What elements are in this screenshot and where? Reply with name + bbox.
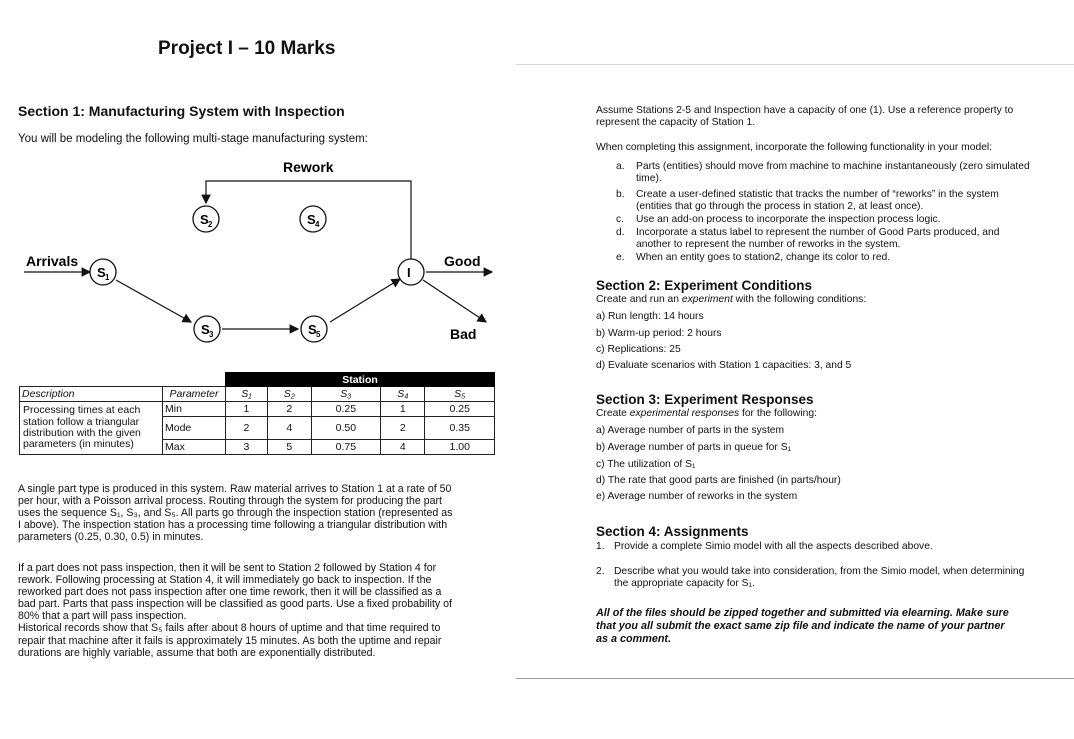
svg-text:4: 4 <box>315 220 320 229</box>
assume-paragraph: Assume Stations 2-5 and Inspection have a capacity of one (1). Use a reference property to represent the capacity of Station 1. <box>596 105 1014 128</box>
list-item: a) Run length: 14 hours <box>596 311 704 322</box>
paragraph-rework: If a part does not pass inspection, then it will be sent to Station 2 followed by Station 4 for rework. Following processing at Station 4, it will immediately go back to inspection. If the reworked part does not pass inspection after one time rework, then it will be classified as a bad part. Parts that pass inspection will be classified as good parts. Use a fixed probability of 80% that a part will pass inspection. Historical records show that S₅ fails after about 8 hours of uptime and that time required to repair that machine after it fails is approximately 15 minutes. As both the uptime and repair durations are highly variable, assume that both are exponentially distributed. <box>18 562 452 659</box>
col-s2: S₂ <box>267 387 311 402</box>
param-mode: Mode <box>163 417 226 440</box>
section1-intro: You will be modeling the following multi-stage manufacturing system: <box>18 133 368 145</box>
section2-heading: Section 2: Experiment Conditions <box>596 278 813 293</box>
list-item: c) Replications: 25 <box>596 344 681 355</box>
description-cell: Processing times at each station follow a triangular distribution with the given parameters (in minutes) <box>20 402 163 455</box>
list-item: d) The rate that good parts are finished (in parts/hour) <box>596 475 841 486</box>
col-s4: S₄ <box>381 387 425 402</box>
s5-to-i-arrow <box>330 279 400 322</box>
node-inspection <box>398 259 424 285</box>
cell: 2 <box>226 417 268 440</box>
param-min: Min <box>163 402 226 417</box>
svg-text:S: S <box>200 212 209 227</box>
svg-text:2: 2 <box>208 220 213 229</box>
section2-intro: Create and run an experiment with the following conditions: <box>596 294 867 305</box>
cell: 0.75 <box>311 440 381 455</box>
section3-intro: Create experimental responses for the following: <box>596 408 817 419</box>
arrivals-label: Arrivals <box>26 253 79 269</box>
col-s3: S₃ <box>311 387 381 402</box>
cell: 4 <box>267 417 311 440</box>
cell: 5 <box>267 440 311 455</box>
cell: 1 <box>226 402 268 417</box>
list-item: b) Warm-up period: 2 hours <box>596 328 722 339</box>
col-parameter: Parameter <box>163 387 226 402</box>
submission-note: All of the files should be zipped together and submitted via elearning. Make sure that you all submit the exact same zip file and indicate the name of your partner as a comment. <box>596 607 1009 645</box>
top-divider <box>516 64 1074 65</box>
cell: 0.50 <box>311 417 381 440</box>
section3-heading: Section 3: Experiment Responses <box>596 392 814 407</box>
paragraph-arrivals: A single part type is produced in this system. Raw material arrives to Station 1 at a rate of 50 per hour, with a Poisson arrival process. Routing through the system for producing the part uses the sequence S₁, S₃, and S₅. All parts go through the inspection station (represented as I above). The inspection station has a processing time following a triangular distribution with parameters (0.25, 0.30, 0.5) in minutes. <box>18 483 453 544</box>
section4-heading: Section 4: Assignments <box>596 524 749 539</box>
cell: 1 <box>381 402 425 417</box>
cell: 4 <box>381 440 425 455</box>
cell: 0.25 <box>425 402 495 417</box>
page-title: Project I – 10 Marks <box>158 38 336 59</box>
list-item: b) Average number of parts in queue for S₁ <box>596 442 792 453</box>
cell: 1.00 <box>425 440 495 455</box>
col-s1: S₁ <box>226 387 268 402</box>
cell: 2 <box>267 402 311 417</box>
svg-text:S: S <box>97 265 106 280</box>
param-max: Max <box>163 440 226 455</box>
manufacturing-flow-diagram <box>0 150 500 350</box>
list-item: d) Evaluate scenarios with Station 1 capacities: 3, and 5 <box>596 360 852 371</box>
svg-text:I: I <box>407 265 411 280</box>
svg-text:1: 1 <box>105 273 110 282</box>
list-item: a) Average number of parts in the system <box>596 425 785 436</box>
list-item: e) Average number of reworks in the system <box>596 491 798 502</box>
node-s1 <box>90 259 116 285</box>
list-item: c) The utilization of S₁ <box>596 459 696 470</box>
section1-heading: Section 1: Manufacturing System with Inspection <box>18 103 345 119</box>
col-s5: S₅ <box>425 387 495 402</box>
good-label: Good <box>444 253 481 269</box>
node-s3 <box>194 316 220 342</box>
rework-label: Rework <box>283 159 334 175</box>
processing-times-table <box>19 372 495 455</box>
node-s4 <box>300 206 326 232</box>
bottom-divider <box>516 678 1074 679</box>
table-group-header: Station <box>226 373 495 387</box>
node-s2 <box>193 206 219 232</box>
functionality-intro: When completing this assignment, incorporate the following functionality in your model: <box>596 142 993 153</box>
bad-label: Bad <box>450 326 477 342</box>
cell: 3 <box>226 440 268 455</box>
table-row <box>20 402 495 417</box>
cell: 2 <box>381 417 425 440</box>
node-s5 <box>301 316 327 342</box>
svg-text:5: 5 <box>316 330 321 339</box>
svg-text:S: S <box>201 322 210 337</box>
svg-text:3: 3 <box>209 330 214 339</box>
cell: 0.25 <box>311 402 381 417</box>
svg-text:S: S <box>308 322 317 337</box>
i-to-bad-arrow <box>423 280 486 322</box>
svg-text:S: S <box>307 212 316 227</box>
s1-to-s3-arrow <box>116 280 191 322</box>
cell: 0.35 <box>425 417 495 440</box>
col-description: Description <box>20 387 163 402</box>
